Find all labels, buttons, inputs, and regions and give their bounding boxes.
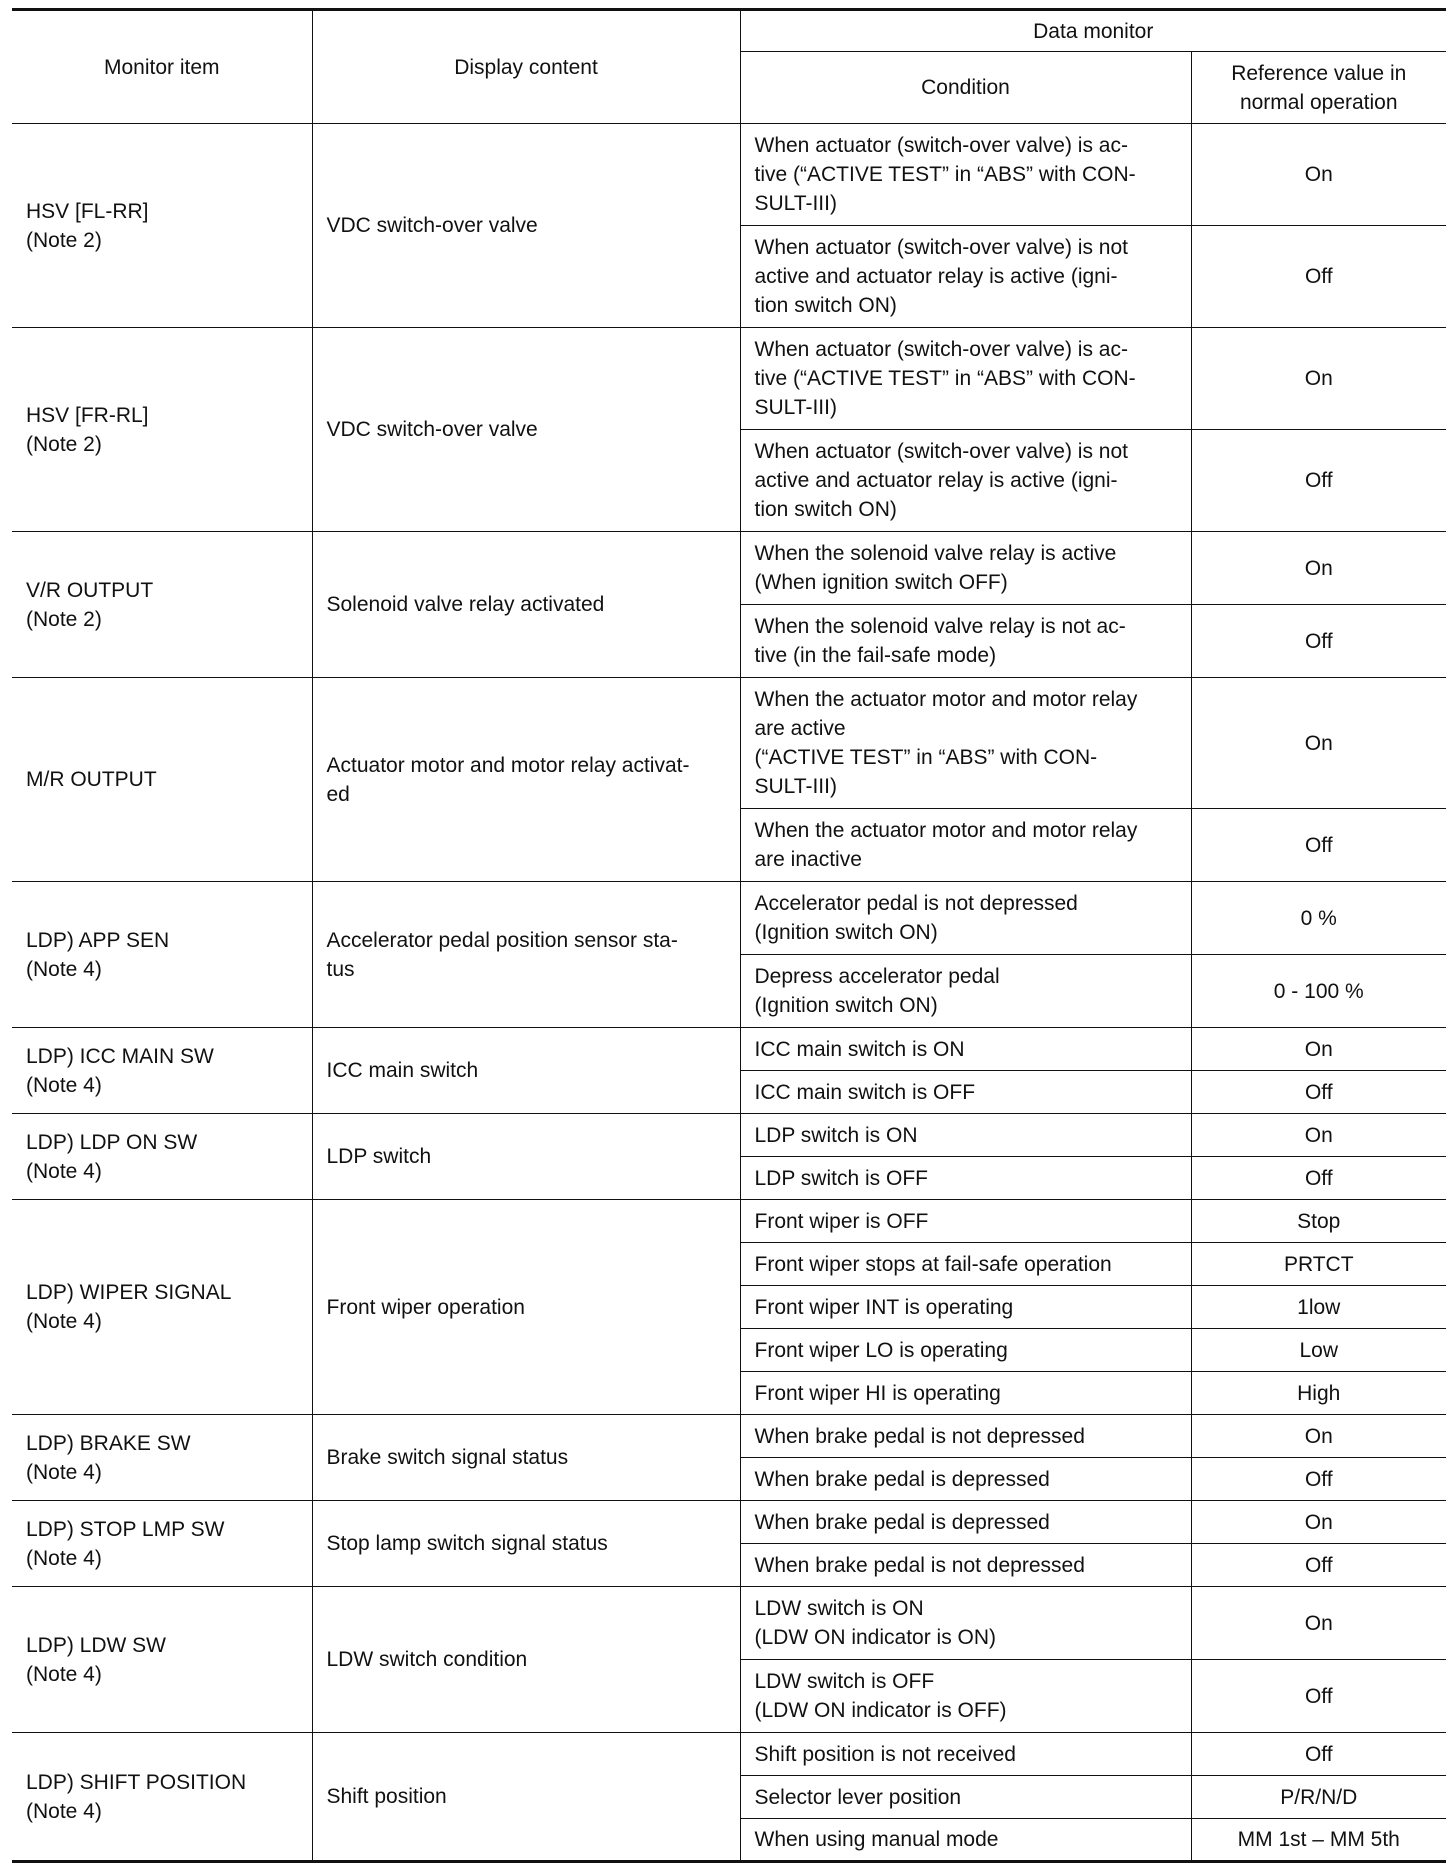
monitor-item-cell: V/R OUTPUT (Note 2) [12,532,312,678]
reference-value-cell: On [1191,532,1446,605]
condition-cell: When brake pedal is not depressed [740,1415,1191,1458]
reference-value-cell: On [1191,678,1446,809]
header-display-content: Display content [312,10,740,124]
condition-cell: LDP switch is OFF [740,1157,1191,1200]
condition-cell: When actuator (switch-over valve) is not active and actuator relay is active (igni- tion switch ON) [740,226,1191,328]
condition-cell: When the actuator motor and motor relay are active (“ACTIVE TEST” in “ABS” with CON- SULT-III) [740,678,1191,809]
monitor-item-cell: LDP) LDP ON SW (Note 4) [12,1114,312,1200]
monitor-item-cell: HSV [FR-RL] (Note 2) [12,328,312,532]
table-row [12,1200,1446,1243]
reference-value-cell: Off [1191,809,1446,882]
condition-cell: When the solenoid valve relay is not ac- tive (in the fail-safe mode) [740,605,1191,678]
data-monitor-table [12,8,1446,1863]
table-row [12,1587,1446,1660]
reference-value-cell: Off [1191,1071,1446,1114]
table-row [12,532,1446,605]
condition-cell: When using manual mode [740,1819,1191,1862]
monitor-item-cell: LDP) STOP LMP SW (Note 4) [12,1501,312,1587]
display-content-cell: Shift position [312,1733,740,1862]
table-row [12,1733,1446,1776]
monitor-item-cell: M/R OUTPUT [12,678,312,882]
reference-value-cell: High [1191,1372,1446,1415]
display-content-cell: Solenoid valve relay activated [312,532,740,678]
condition-cell: LDP switch is ON [740,1114,1191,1157]
reference-value-cell: Off [1191,430,1446,532]
condition-cell: Depress accelerator pedal (Ignition switch ON) [740,955,1191,1028]
monitor-item-cell: HSV [FL-RR] (Note 2) [12,124,312,328]
reference-value-cell: Off [1191,226,1446,328]
table-row [12,678,1446,809]
reference-value-cell: Off [1191,1544,1446,1587]
table-row [12,328,1446,430]
condition-cell: LDW switch is ON (LDW ON indicator is ON) [740,1587,1191,1660]
reference-value-cell: MM 1st – MM 5th [1191,1819,1446,1862]
reference-value-cell: PRTCT [1191,1243,1446,1286]
reference-value-cell: On [1191,1587,1446,1660]
condition-cell: When brake pedal is depressed [740,1501,1191,1544]
condition-cell: ICC main switch is ON [740,1028,1191,1071]
condition-cell: Shift position is not received [740,1733,1191,1776]
reference-value-cell: Off [1191,1157,1446,1200]
document-page [12,8,1446,1863]
condition-cell: When brake pedal is not depressed [740,1544,1191,1587]
condition-cell: When actuator (switch-over valve) is ac- tive (“ACTIVE TEST” in “ABS” with CON- SULT-III) [740,124,1191,226]
reference-value-cell: 0 % [1191,882,1446,955]
condition-cell: When actuator (switch-over valve) is ac- tive (“ACTIVE TEST” in “ABS” with CON- SULT-III) [740,328,1191,430]
monitor-item-cell: LDP) LDW SW (Note 4) [12,1587,312,1733]
display-content-cell: Actuator motor and motor relay activat- ed [312,678,740,882]
condition-cell: ICC main switch is OFF [740,1071,1191,1114]
monitor-item-cell: LDP) SHIFT POSITION (Note 4) [12,1733,312,1862]
display-content-cell: LDW switch condition [312,1587,740,1733]
condition-cell: Front wiper is OFF [740,1200,1191,1243]
header-condition: Condition [740,52,1191,124]
reference-value-cell: Off [1191,1458,1446,1501]
reference-value-cell: 0 - 100 % [1191,955,1446,1028]
header-reference-value: Reference value in normal operation [1191,52,1446,124]
header-data-monitor: Data monitor [740,10,1446,52]
condition-cell: Accelerator pedal is not depressed (Ignition switch ON) [740,882,1191,955]
condition-cell: Front wiper HI is operating [740,1372,1191,1415]
reference-value-cell: On [1191,1114,1446,1157]
table-row [12,1028,1446,1071]
monitor-item-cell: LDP) APP SEN (Note 4) [12,882,312,1028]
condition-cell: Front wiper LO is operating [740,1329,1191,1372]
reference-value-cell: On [1191,1028,1446,1071]
reference-value-cell: Off [1191,1660,1446,1733]
monitor-item-cell: LDP) ICC MAIN SW (Note 4) [12,1028,312,1114]
monitor-item-cell: LDP) WIPER SIGNAL (Note 4) [12,1200,312,1415]
reference-value-cell: Off [1191,605,1446,678]
reference-value-cell: On [1191,124,1446,226]
display-content-cell: Stop lamp switch signal status [312,1501,740,1587]
table-row [12,1501,1446,1544]
reference-value-cell: Low [1191,1329,1446,1372]
condition-cell: LDW switch is OFF (LDW ON indicator is OFF) [740,1660,1191,1733]
table-body [12,124,1446,1862]
display-content-cell: Accelerator pedal position sensor sta- tus [312,882,740,1028]
condition-cell: When the actuator motor and motor relay are inactive [740,809,1191,882]
reference-value-cell: 1low [1191,1286,1446,1329]
table-row [12,882,1446,955]
table-header [12,10,1446,124]
table-row [12,124,1446,226]
display-content-cell: Front wiper operation [312,1200,740,1415]
condition-cell: Front wiper stops at fail-safe operation [740,1243,1191,1286]
reference-value-cell: On [1191,1415,1446,1458]
reference-value-cell: Stop [1191,1200,1446,1243]
display-content-cell: VDC switch-over valve [312,124,740,328]
table-row [12,1114,1446,1157]
table-row [12,1415,1446,1458]
monitor-item-cell: LDP) BRAKE SW (Note 4) [12,1415,312,1501]
reference-value-cell: P/R/N/D [1191,1776,1446,1819]
condition-cell: When the solenoid valve relay is active (When ignition switch OFF) [740,532,1191,605]
condition-cell: Front wiper INT is operating [740,1286,1191,1329]
reference-value-cell: Off [1191,1733,1446,1776]
condition-cell: When brake pedal is depressed [740,1458,1191,1501]
reference-value-cell: On [1191,328,1446,430]
display-content-cell: LDP switch [312,1114,740,1200]
display-content-cell: ICC main switch [312,1028,740,1114]
display-content-cell: VDC switch-over valve [312,328,740,532]
reference-value-cell: On [1191,1501,1446,1544]
header-monitor-item: Monitor item [12,10,312,124]
condition-cell: When actuator (switch-over valve) is not active and actuator relay is active (igni- tion switch ON) [740,430,1191,532]
condition-cell: Selector lever position [740,1776,1191,1819]
display-content-cell: Brake switch signal status [312,1415,740,1501]
